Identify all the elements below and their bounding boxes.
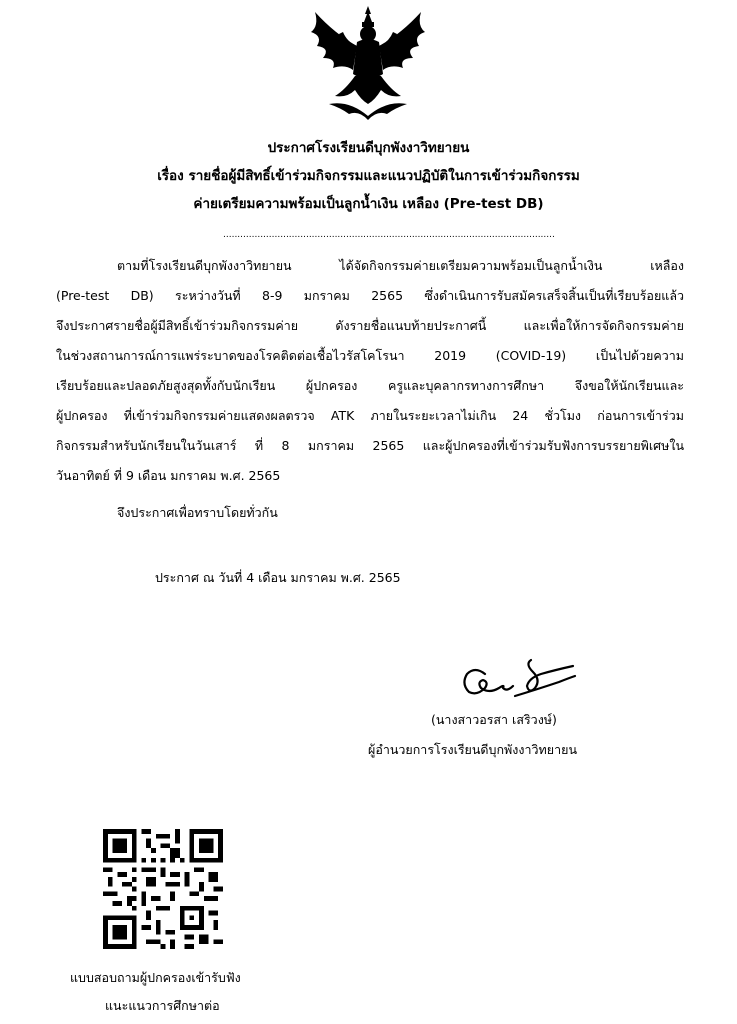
- qr-caption: แบบสอบถามผู้ปกครองเข้ารับฟัง: [70, 970, 241, 985]
- body-line: จึงประกาศรายชื่อผู้มีสิทธิ์เข้าร่วมกิจกรรมค่าย ดังรายชื่อแนบท้ายประกาศนี้ และเพื่อให้การจัดกิจกรรมค่าย: [56, 318, 684, 333]
- body-line: ตามที่โรงเรียนดีบุกพังงาวิทยายน ได้จัดกิจกรรมค่ายเตรียมความพร้อมเป็นลูกน้ำเงิน เหลือง: [117, 258, 684, 273]
- signer-name: (นางสาวอรสา เสริวงษ์): [431, 712, 557, 727]
- announcement-subject-line2: ค่ายเตรียมความพร้อมเป็นลูกน้ำเงิน เหลือง (Pre-test DB): [193, 196, 544, 212]
- body-line: กิจกรรมสำหรับนักเรียนในวันเสาร์ ที่ 8 มกราคม 2565 และผู้ปกครองที่เข้าร่วมรับฟังการบรรยายพิเศษใน: [56, 438, 684, 453]
- closing-statement: จึงประกาศเพื่อทราบโดยทั่วกัน: [117, 505, 278, 520]
- announcement-title: ประกาศโรงเรียนดีบุกพังงาวิทยายน: [267, 140, 470, 156]
- qr-caption-line2: แนะแนวการศึกษาต่อ: [105, 998, 220, 1013]
- body-line: เรียบร้อยและปลอดภัยสูงสุดทั้งกับนักเรียน ผู้ปกครอง ครูและบุคลากรทางการศึกษา จึงขอให้นักเรียนและ: [56, 378, 684, 393]
- announcement-date: ประกาศ ณ วันที่ 4 เดือน มกราคม พ.ศ. 2565: [155, 570, 401, 585]
- body-line: วันอาทิตย์ ที่ 9 เดือน มกราคม พ.ศ. 2565: [56, 468, 281, 483]
- body-line: ผู้ปกครอง ที่เข้าร่วมกิจกรรมค่ายแสดงผลตรวจ ATK ภายในระยะเวลาไม่เกิน 24 ชั่วโมง ก่อนการเข้าร่วม: [56, 408, 684, 423]
- dotted-separator: ....................................................................................................................: [223, 230, 555, 240]
- qr-code-icon[interactable]: [103, 829, 223, 949]
- handwritten-signature: [455, 652, 585, 704]
- garuda-emblem-icon: [305, 4, 431, 122]
- signer-title: ผู้อำนวยการโรงเรียนดีบุกพังงาวิทยายน: [368, 742, 577, 757]
- body-line: ในช่วงสถานการณ์การแพร่ระบาดของโรคติดต่อเชื้อไวรัสโคโรนา 2019 (COVID-19) เป็นไปด้วยความ: [56, 348, 684, 363]
- announcement-subject: เรื่อง รายชื่อผู้มีสิทธิ์เข้าร่วมกิจกรรมและแนวปฏิบัติในการเข้าร่วมกิจกรรม: [157, 168, 580, 184]
- body-line: (Pre-test DB) ระหว่างวันที่ 8-9 มกราคม 2565 ซึ่งดำเนินการรับสมัครเสร็จสิ้นเป็นที่เรียบร้อยแล้ว: [56, 288, 684, 303]
